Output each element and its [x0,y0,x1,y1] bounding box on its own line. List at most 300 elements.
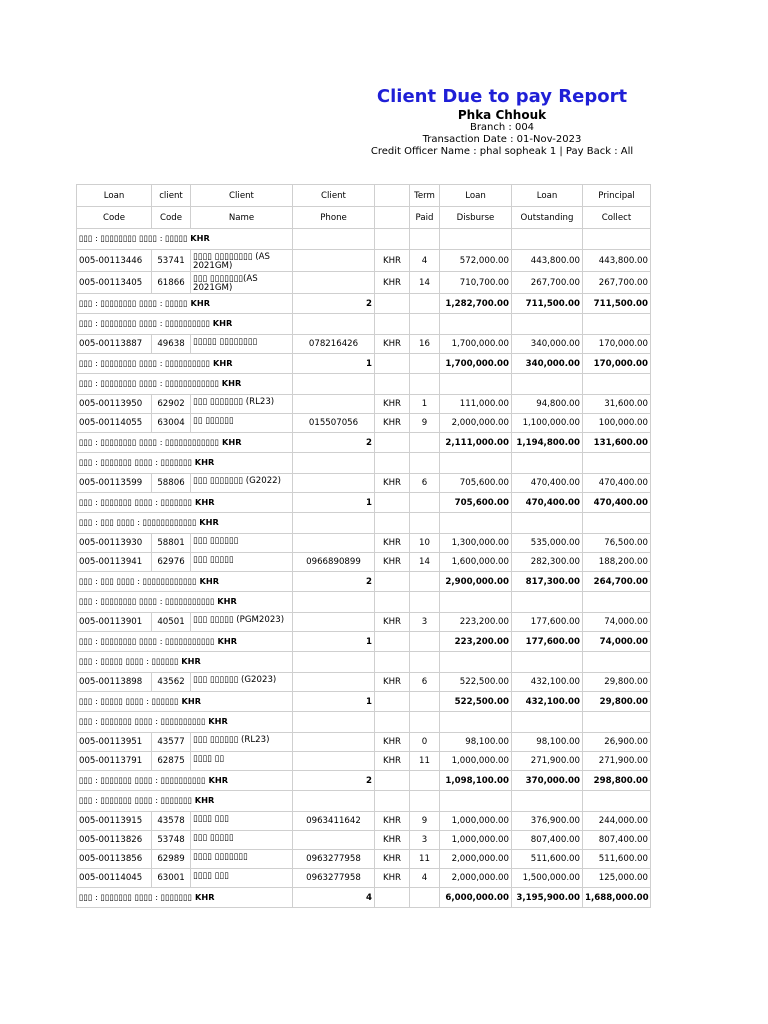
principal-collect: 188,200.00 [583,553,651,572]
total-disburse: 2,111,000.00 [440,433,512,453]
credit-officer: Credit Officer Name : phal sopheak 1 | Pay Back : All [370,146,634,157]
group-total-label [77,354,293,374]
total-disburse: 1,700,000.00 [440,354,512,374]
client-name: ▯▯▯▯▯ ▯▯▯▯▯▯▯▯ [191,335,293,354]
term-paid: 9 [410,812,440,831]
client-phone [293,250,375,272]
table-row [77,850,651,869]
group-title: ▯▯▯ : ▯▯▯▯▯▯▯ ▯▯▯▯ : ▯▯▯▯▯▯▯ [79,496,193,507]
loan-disburse: 2,000,000.00 [440,414,512,433]
client-code: 43577 [152,733,191,752]
client-name: ▯▯▯ ▯▯▯▯▯▯ (G2023) [191,673,293,692]
table-row [77,752,651,771]
group-currency: KHR [212,318,233,329]
report-table [76,184,651,908]
client-name: ▯▯ ▯▯▯▯▯▯ [191,414,293,433]
term-paid: 3 [410,831,440,850]
empty-cell [410,374,440,395]
client-code: 61866 [152,272,191,294]
currency: KHR [375,613,410,632]
column-header-top: Loan [512,185,583,207]
client-phone: 0963277958 [293,869,375,888]
column-header-bottom: Collect [583,207,651,229]
empty-cell [375,632,410,652]
currency: KHR [375,395,410,414]
empty-cell [375,692,410,712]
group-count: 2 [293,771,375,791]
group-title: ▯▯▯ : ▯▯▯▯▯ ▯▯▯▯ : ▯▯▯▯▯▯ [79,656,179,667]
principal-collect: 29,800.00 [583,673,651,692]
empty-cell [410,888,440,908]
table-row [77,272,651,294]
column-header-top: Principal [583,185,651,207]
loan-code: 005-00113941 [77,553,152,572]
total-outstanding: 370,000.00 [512,771,583,791]
principal-collect: 170,000.00 [583,335,651,354]
total-collect: 29,800.00 [583,692,651,712]
loan-disburse: 705,600.00 [440,474,512,493]
table-row [77,673,651,692]
client-code: 43578 [152,812,191,831]
empty-cell [440,374,512,395]
group-count: 1 [293,354,375,374]
client-phone: 0963277958 [293,850,375,869]
empty-cell [410,692,440,712]
empty-cell [410,433,440,453]
group-total-label [77,888,293,908]
client-name: ▯▯▯ ▯▯▯▯▯▯▯ (G2022) [191,474,293,493]
group-currency: KHR [194,795,215,806]
empty-cell [440,513,512,534]
group-header-cell [77,592,293,613]
principal-collect: 470,400.00 [583,474,651,493]
total-collect: 298,800.00 [583,771,651,791]
table-row [77,395,651,414]
group-count: 1 [293,692,375,712]
table-row [77,812,651,831]
group-total-row [77,354,651,374]
empty-cell [375,433,410,453]
group-currency: KHR [190,233,210,244]
empty-cell [512,229,583,250]
client-phone: 0963411642 [293,812,375,831]
column-header-bottom: Code [77,207,152,229]
total-outstanding: 711,500.00 [512,294,583,314]
loan-disburse: 2,000,000.00 [440,869,512,888]
loan-code: 005-00113791 [77,752,152,771]
term-paid: 11 [410,752,440,771]
loan-disburse: 1,000,000.00 [440,812,512,831]
empty-cell [410,652,440,673]
table-row [77,869,651,888]
empty-cell [440,791,512,812]
empty-cell [375,572,410,592]
empty-cell [293,314,375,335]
client-name: ▯▯▯ ▯▯▯▯▯ (PGM2023) [191,613,293,632]
empty-cell [375,314,410,335]
loan-outstanding: 1,100,000.00 [512,414,583,433]
client-name: ▯▯▯▯ ▯▯ [191,752,293,771]
total-outstanding: 177,600.00 [512,632,583,652]
table-row [77,250,651,272]
group-header-cell [77,453,293,474]
currency: KHR [375,752,410,771]
client-phone [293,733,375,752]
empty-cell [440,229,512,250]
group-currency: KHR [208,774,229,785]
group-title: ▯▯▯ : ▯▯▯ ▯▯▯▯ : ▯▯▯▯▯▯▯▯▯▯▯▯ [79,517,197,528]
empty-cell [440,712,512,733]
currency: KHR [375,812,410,831]
header-row-bottom [77,207,651,229]
loan-disburse: 1,300,000.00 [440,534,512,553]
group-header-row [77,791,651,812]
empty-cell [375,771,410,791]
group-header-row [77,513,651,534]
column-header-top: Client [293,185,375,207]
principal-collect: 74,000.00 [583,613,651,632]
loan-code: 005-00113930 [77,534,152,553]
group-title: ▯▯▯ : ▯▯▯▯▯▯▯▯ ▯▯▯▯ : ▯▯▯▯▯▯▯▯▯▯▯▯ [79,436,220,447]
loan-disburse: 2,000,000.00 [440,850,512,869]
group-title: ▯▯▯ : ▯▯▯▯▯▯▯▯ ▯▯▯▯ : ▯▯▯▯▯ [79,233,188,244]
loan-outstanding: 340,000.00 [512,335,583,354]
group-header-cell [77,229,293,250]
principal-collect: 31,600.00 [583,395,651,414]
column-header-top [375,185,410,207]
total-collect: 170,000.00 [583,354,651,374]
loan-outstanding: 177,600.00 [512,613,583,632]
client-phone [293,613,375,632]
client-code: 63004 [152,414,191,433]
group-title: ▯▯▯ : ▯▯▯▯▯ ▯▯▯▯ : ▯▯▯▯▯▯ [79,695,179,706]
principal-collect: 443,800.00 [583,250,651,272]
client-phone [293,474,375,493]
client-code: 58806 [152,474,191,493]
empty-cell [512,374,583,395]
group-header-cell [77,513,293,534]
term-paid: 10 [410,534,440,553]
empty-cell [583,453,651,474]
loan-disburse: 1,000,000.00 [440,831,512,850]
term-paid: 16 [410,335,440,354]
client-code: 40501 [152,613,191,632]
total-collect: 131,600.00 [583,433,651,453]
group-header-cell [77,791,293,812]
group-header-cell [77,712,293,733]
loan-code: 005-00113446 [77,250,152,272]
loan-outstanding: 282,300.00 [512,553,583,572]
empty-cell [512,791,583,812]
loan-code: 005-00113887 [77,335,152,354]
loan-outstanding: 267,700.00 [512,272,583,294]
group-currency: KHR [208,716,228,727]
table-row [77,733,651,752]
group-header-row [77,314,651,335]
column-header-top: Loan [440,185,512,207]
branch-label: Branch : 004 [469,122,535,133]
client-code: 62989 [152,850,191,869]
principal-collect: 807,400.00 [583,831,651,850]
loan-outstanding: 807,400.00 [512,831,583,850]
empty-cell [440,592,512,613]
empty-cell [583,592,651,613]
table-row [77,831,651,850]
group-total-label [77,572,293,592]
client-name: ▯▯▯▯ ▯▯▯▯▯▯▯ [191,850,293,869]
empty-cell [440,652,512,673]
group-title: ▯▯▯ : ▯▯▯ ▯▯▯▯ : ▯▯▯▯▯▯▯▯▯▯▯▯ [79,575,197,586]
total-disburse: 1,098,100.00 [440,771,512,791]
currency: KHR [375,850,410,869]
column-header-bottom: Phone [293,207,375,229]
empty-cell [440,314,512,335]
loan-outstanding: 535,000.00 [512,534,583,553]
column-header-bottom [375,207,410,229]
total-outstanding: 432,100.00 [512,692,583,712]
term-paid: 0 [410,733,440,752]
empty-cell [583,652,651,673]
loan-code: 005-00114045 [77,869,152,888]
empty-cell [512,513,583,534]
empty-cell [293,712,375,733]
report-header [300,86,704,158]
group-currency: KHR [195,496,215,507]
empty-cell [583,374,651,395]
total-collect: 711,500.00 [583,294,651,314]
group-total-row [77,433,651,453]
client-phone [293,395,375,414]
empty-cell [293,453,375,474]
group-count: 2 [293,294,375,314]
client-phone [293,272,375,294]
loan-outstanding: 432,100.00 [512,673,583,692]
empty-cell [410,453,440,474]
empty-cell [375,712,410,733]
currency: KHR [375,474,410,493]
client-phone: 0966890899 [293,553,375,572]
term-paid: 11 [410,850,440,869]
group-currency: KHR [222,436,242,447]
loan-outstanding: 98,100.00 [512,733,583,752]
client-phone [293,831,375,850]
loan-outstanding: 271,900.00 [512,752,583,771]
client-name: ▯▯▯▯ ▯▯▯▯▯▯▯▯ (AS 2021GM) [191,250,293,272]
column-header-bottom: Code [152,207,191,229]
empty-cell [583,314,651,335]
loan-outstanding: 511,600.00 [512,850,583,869]
currency: KHR [375,272,410,294]
group-title: ▯▯▯ : ▯▯▯▯▯▯▯▯ ▯▯▯▯ : ▯▯▯▯▯▯▯▯▯▯▯ [79,596,215,607]
group-count: 1 [293,493,375,513]
group-total-row [77,771,651,791]
loan-outstanding: 376,900.00 [512,812,583,831]
empty-cell [410,314,440,335]
group-title: ▯▯▯ : ▯▯▯▯▯▯▯▯ ▯▯▯▯ : ▯▯▯▯▯▯▯▯▯▯▯▯ [79,378,220,389]
group-header-row [77,453,651,474]
group-currency: KHR [217,596,237,607]
client-name: ▯▯▯ ▯▯▯▯▯▯▯(AS 2021GM) [191,272,293,294]
column-header-bottom: Disburse [440,207,512,229]
empty-cell [410,294,440,314]
client-name: ▯▯▯ ▯▯▯▯▯▯ (RL23) [191,733,293,752]
empty-cell [375,652,410,673]
client-name: ▯▯▯ ▯▯▯▯▯▯▯ (RL23) [191,395,293,414]
total-outstanding: 1,194,800.00 [512,433,583,453]
loan-code: 005-00113405 [77,272,152,294]
principal-collect: 100,000.00 [583,414,651,433]
client-name: ▯▯▯ ▯▯▯▯▯ [191,553,293,572]
client-code: 43562 [152,673,191,692]
empty-cell [410,632,440,652]
group-title: ▯▯▯ : ▯▯▯▯▯▯▯▯ ▯▯▯▯ : ▯▯▯▯▯▯▯▯▯▯▯ [79,635,215,646]
column-header-top: Loan [77,185,152,207]
empty-cell [583,712,651,733]
currency: KHR [375,534,410,553]
loan-outstanding: 1,500,000.00 [512,869,583,888]
empty-cell [293,791,375,812]
currency: KHR [375,831,410,850]
empty-cell [293,513,375,534]
empty-cell [410,572,440,592]
column-header-bottom: Paid [410,207,440,229]
principal-collect: 125,000.00 [583,869,651,888]
client-code: 49638 [152,335,191,354]
group-total-row [77,692,651,712]
empty-cell [410,791,440,812]
empty-cell [410,493,440,513]
column-header-bottom: Outstanding [512,207,583,229]
empty-cell [410,513,440,534]
empty-cell [410,592,440,613]
group-total-row [77,572,651,592]
table-row [77,534,651,553]
empty-cell [375,374,410,395]
total-disburse: 1,282,700.00 [440,294,512,314]
total-outstanding: 470,400.00 [512,493,583,513]
term-paid: 3 [410,613,440,632]
group-title: ▯▯▯ : ▯▯▯▯▯▯▯ ▯▯▯▯ : ▯▯▯▯▯▯▯ [79,891,193,902]
total-disburse: 6,000,000.00 [440,888,512,908]
principal-collect: 271,900.00 [583,752,651,771]
loan-code: 005-00113826 [77,831,152,850]
client-name: ▯▯▯ ▯▯▯▯▯▯ [191,534,293,553]
currency: KHR [375,414,410,433]
principal-collect: 267,700.00 [583,272,651,294]
empty-cell [293,374,375,395]
loan-disburse: 1,600,000.00 [440,553,512,572]
empty-cell [512,314,583,335]
total-disburse: 2,900,000.00 [440,572,512,592]
group-total-label [77,771,293,791]
loan-code: 005-00113898 [77,673,152,692]
table-row [77,414,651,433]
group-header-row [77,712,651,733]
client-code: 63001 [152,869,191,888]
client-phone: 078216426 [293,335,375,354]
loan-disburse: 223,200.00 [440,613,512,632]
empty-cell [375,791,410,812]
company-name: Phka Chhouk [457,108,547,122]
group-header-cell [77,652,293,673]
group-currency: KHR [194,457,215,468]
empty-cell [375,294,410,314]
empty-cell [410,354,440,374]
group-currency: KHR [213,357,233,368]
principal-collect: 76,500.00 [583,534,651,553]
empty-cell [583,513,651,534]
currency: KHR [375,553,410,572]
loan-disburse: 1,000,000.00 [440,752,512,771]
group-title: ▯▯▯ : ▯▯▯▯▯▯▯ ▯▯▯▯ : ▯▯▯▯▯▯▯▯▯▯ [79,774,206,785]
total-disburse: 705,600.00 [440,493,512,513]
loan-code: 005-00113950 [77,395,152,414]
total-collect: 74,000.00 [583,632,651,652]
group-currency: KHR [195,891,215,902]
empty-cell [375,888,410,908]
group-total-label [77,433,293,453]
loan-code: 005-00113951 [77,733,152,752]
group-title: ▯▯▯ : ▯▯▯▯▯▯▯ ▯▯▯▯ : ▯▯▯▯▯▯▯ [79,457,193,468]
principal-collect: 26,900.00 [583,733,651,752]
empty-cell [583,229,651,250]
term-paid: 6 [410,474,440,493]
group-title: ▯▯▯ : ▯▯▯▯▯▯▯▯ ▯▯▯▯ : ▯▯▯▯▯ [79,297,188,308]
loan-disburse: 522,500.00 [440,673,512,692]
total-outstanding: 817,300.00 [512,572,583,592]
client-code: 53741 [152,250,191,272]
group-total-row [77,294,651,314]
group-header-row [77,652,651,673]
currency: KHR [375,869,410,888]
group-header-cell [77,374,293,395]
empty-cell [375,513,410,534]
group-currency: KHR [181,695,202,706]
total-disburse: 223,200.00 [440,632,512,652]
empty-cell [375,493,410,513]
group-currency: KHR [181,656,201,667]
loan-disburse: 111,000.00 [440,395,512,414]
empty-cell [512,592,583,613]
report-body [77,229,651,908]
empty-cell [375,592,410,613]
client-name: ▯▯▯▯ ▯▯▯ [191,812,293,831]
group-title: ▯▯▯ : ▯▯▯▯▯▯▯▯ ▯▯▯▯ : ▯▯▯▯▯▯▯▯▯▯ [79,357,211,368]
client-code: 58801 [152,534,191,553]
group-title: ▯▯▯ : ▯▯▯▯▯▯▯ ▯▯▯▯ : ▯▯▯▯▯▯▯ [79,795,193,806]
empty-cell [410,771,440,791]
table-row [77,553,651,572]
group-header-row [77,374,651,395]
term-paid: 6 [410,673,440,692]
term-paid: 14 [410,553,440,572]
total-collect: 1,688,000.00 [583,888,651,908]
empty-cell [583,791,651,812]
client-name: ▯▯▯▯ ▯▯▯ [191,869,293,888]
column-header-top: Client [191,185,293,207]
loan-outstanding: 443,800.00 [512,250,583,272]
loan-outstanding: 94,800.00 [512,395,583,414]
group-header-row [77,229,651,250]
client-code: 62976 [152,553,191,572]
empty-cell [375,453,410,474]
group-title: ▯▯▯ : ▯▯▯▯▯▯▯ ▯▯▯▯ : ▯▯▯▯▯▯▯▯▯▯ [79,716,206,727]
group-total-row [77,888,651,908]
total-collect: 470,400.00 [583,493,651,513]
empty-cell [512,652,583,673]
empty-cell [375,229,410,250]
group-count: 1 [293,632,375,652]
